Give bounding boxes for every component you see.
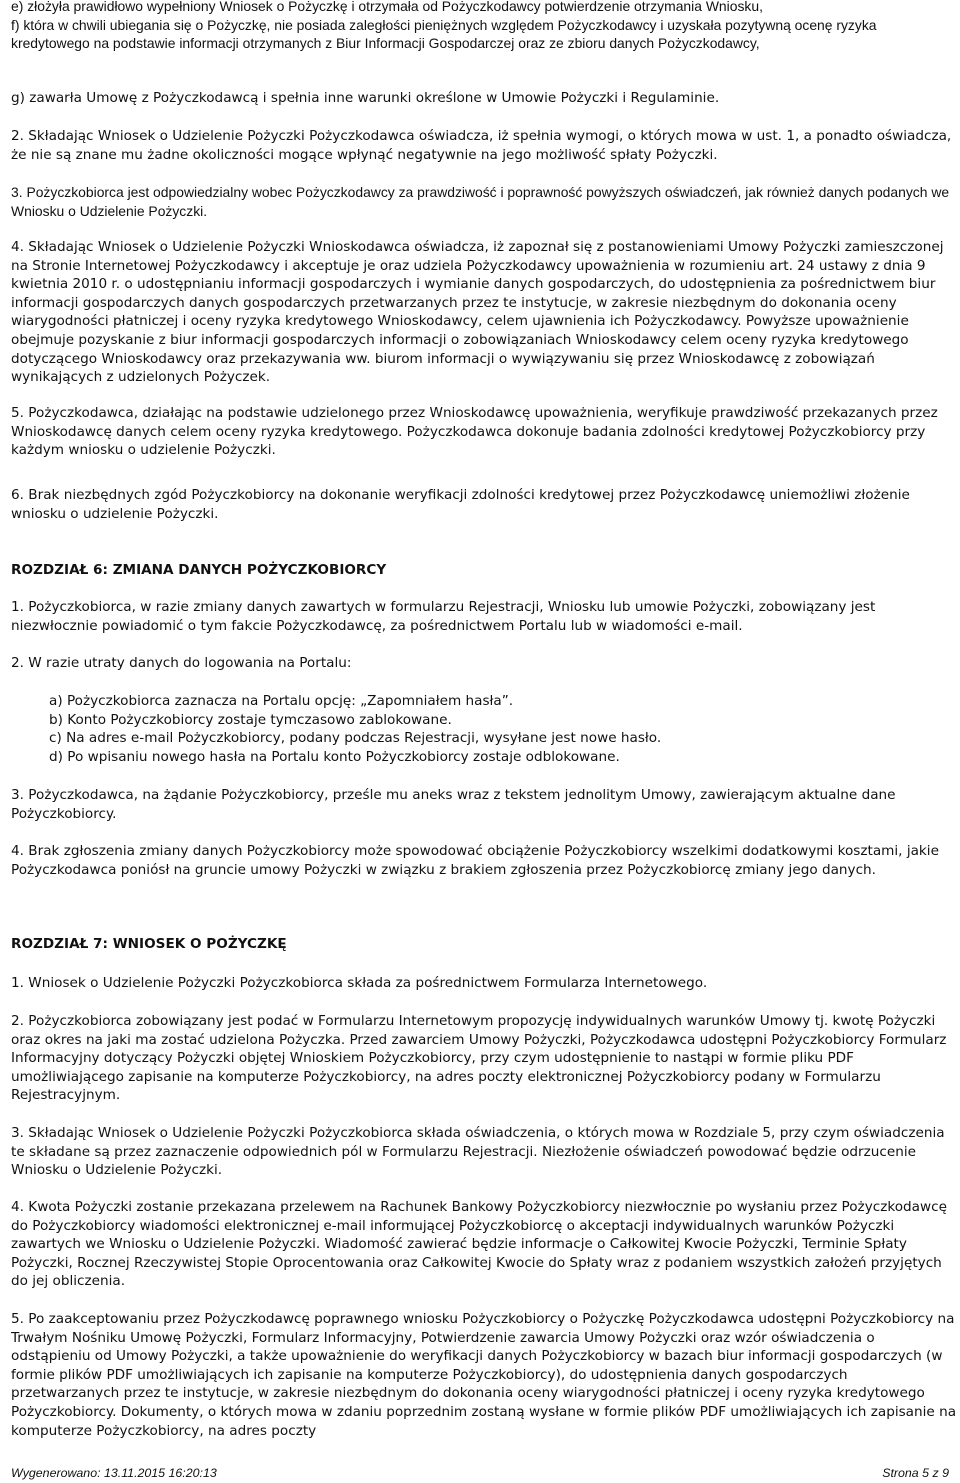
generated-timestamp: Wygenerowano: 13.11.2015 16:20:13 xyxy=(11,1466,217,1480)
intro-item-e: e) złożyła prawidłowo wypełniony Wniosek o Pożyczkę i otrzymała od Pożyczkodawcy potwierdzenie otrzymania Wniosku, xyxy=(11,0,763,14)
chapter-6-heading: ROZDZIAŁ 6: ZMIANA DANYCH POŻYCZKOBIORCY xyxy=(11,562,387,578)
chapter6-paragraph-1 xyxy=(11,598,957,635)
chapter7-paragraph-2 xyxy=(11,1012,957,1105)
paragraph: 3. Składając Wniosek o Udzielenie Pożyczki Pożyczkobiorca składa oświadczenia, o których mowa w Rozdziale 5, przy czym oświadczenia te składane są przez zaznaczenie odpowiednich pól w Formularzu Rejestracji. Niezłożenie oświadczeń powodować będzie odrzucenie Wniosku o Udzielenie Pożyczki. xyxy=(11,1125,945,1179)
section5-paragraph-4 xyxy=(11,238,957,387)
paragraph: 5. Pożyczkodawca, działając na podstawie udzielonego przez Wnioskodawcę upoważnienia, weryfikuje prawdziwość przekazanych przez Wnioskodawcę danych celem oceny ryzyka kredytowego. Pożyczkodawca dokonuje badania zdolności kredytowej Pożyczkobiorcy przy każdym wniosku o udzielenie Pożyczki. xyxy=(11,405,938,459)
chapter6-paragraph-2 xyxy=(11,654,957,673)
chapter-7-heading: ROZDZIAŁ 7: WNIOSEK O POŻYCZKĘ xyxy=(11,936,287,952)
paragraph: 4. Brak zgłoszenia zmiany danych Pożyczkobiorcy może spowodować obciążenie Pożyczkobiorcy wszelkimi dodatkowymi kosztami, jakie Pożyczkodawca poniósł na gruncie umowy Pożyczki w związku z brakiem zgłoszenia przez Pożyczkobiorcę zmiany jego danych. xyxy=(11,843,939,878)
paragraph: 2. Składając Wniosek o Udzielenie Pożyczki Pożyczkodawca oświadcza, iż spełnia wymogi, o których mowa w ust. 1, a ponadto oświadcza, że nie są znane mu żadne okoliczności mogące wpłynąć negatywnie na jego możliwość spłaty Pożyczki. xyxy=(11,128,952,163)
page-number: Strona 5 z 9 xyxy=(882,1466,949,1480)
intro-item-g: g) zawarła Umowę z Pożyczkodawcą i spełnia inne warunki określone w Umowie Pożyczki i Regulaminie. xyxy=(11,90,720,106)
paragraph: 3. Pożyczkobiorca jest odpowiedzialny wobec Pożyczkodawcy za prawdziwość i poprawność powyższych oświadczeń, jak również danych podanych we Wniosku o Udzielenie Pożyczki. xyxy=(11,184,950,219)
paragraph: 2. Pożyczkobiorca zobowiązany jest podać w Formularzu Internetowym propozycję indywidualnych warunków Umowy tj. kwotę Pożyczki oraz okres na jaki ma zostać udzielona Pożyczka. Przed zawarciem Umowy Pożyczki, Pożyczkodawca udostępni Pożyczkobiorcy Formularz Informacyjny dotyczący Pożyczki objętej Wnioskiem Pożyczkobiorcy, przy czym udostępnienie to nastąpi w formie pliku PDF umożliwiającego zapisanie na komputerze Pożyczkobiorcy, na adres poczty elektronicznej Pożyczkobiorcy podany w Formularzu Rejestracyjnym. xyxy=(11,1013,947,1104)
paragraph: 4. Składając Wniosek o Udzielenie Pożyczki Wnioskodawca oświadcza, iż zapoznał się z postanowieniami Umowy Pożyczki zamieszczonej na Stronie Internetowej Pożyczkodawcy i akceptuje je oraz udziela Pożyczkodawcy upoważnienia w rozumieniu art. 24 ustawy z dnia 9 kwietnia 2010 r. o udostępnianiu informacji gospodarczych i wymianie danych gospodarczych, do udostępnienia za pośrednictwem biur informacji gospodarczych danych gospodarczych przetwarzanych przez te instytucje, w zakresie niezbędnym do dokonania oceny wiarygodności płatniczej i oceny ryzyka kredytowego Wnioskodawcy, celem ujawnienia ich Pożyczkodawcy. Powyższe upoważnienie obejmuje pozyskanie z biur informacji gospodarczych informacji o zobowiązaniach Wnioskodawcy celem oceny ryzyka kredytowego dotyczącego Wnioskodawcy oraz przekazywania ww. biurom informacji o wywiązywaniu się przez Wnioskodawcę z zobowiązań wynikających z udzielonych Pożyczek. xyxy=(11,239,944,386)
paragraph: 5. Po zaakceptowaniu przez Pożyczkodawcę poprawnego wniosku Pożyczkobiorcy o Pożyczkę Pożyczkodawca udostępni Pożyczkobiorcy na Trwałym Nośniku Umowę Pożyczki, Formularz Informacyjny, Potwierdzenie zawarcia Umowy Pożyczki oraz wzór oświadczenia o odstąpieniu od Umowy Pożyczki, a także upoważnienie do weryfikacji danych Pożyczkobiorcy w bazach biur informacji gospodarczych (w formie plików PDF umożliwiających ich zapisanie na komputerze Pożyczkobiorcy), do udostępnienia danych gospodarczych przetwarzanych przez te instytucje, w zakresie niezbędnym do dokonania oceny wiarygodności płatniczej i oceny ryzyka kredytowego Pożyczkobiorcy. Dokumenty, o których mowa w zdaniu poprzednim zostaną wysłane w formie plików PDF umożliwiających ich zapisanie na komputerze Pożyczkobiorcy, na adres poczty xyxy=(11,1311,957,1439)
list-item: b) Konto Pożyczkobiorcy zostaje tymczasowo zablokowane. xyxy=(49,711,452,728)
paragraph: 3. Pożyczkodawca, na żądanie Pożyczkobiorcy, prześle mu aneks wraz z tekstem jednolitym Umowy, zawierającym aktualne dane Pożyczkobiorcy. xyxy=(11,787,896,822)
chapter7-paragraph-3 xyxy=(11,1124,957,1180)
intro-item-g-wrap xyxy=(11,89,957,108)
chapter6-list xyxy=(49,692,949,766)
section5-paragraph-5 xyxy=(11,404,957,460)
paragraph: 2. W razie utraty danych do logowania na Portalu: xyxy=(11,655,352,671)
page-footer xyxy=(11,1464,949,1483)
chapter7-paragraph-5 xyxy=(11,1310,957,1440)
intro-list xyxy=(11,0,957,53)
list-item: a) Pożyczkobiorca zaznacza na Portalu opcję: „Zapomniałem hasła”. xyxy=(49,693,514,709)
section5-paragraph-3 xyxy=(11,183,957,220)
paragraph: 6. Brak niezbędnych zgód Pożyczkobiorcy na dokonanie weryfikacji zdolności kredytowej przez Pożyczkodawcę uniemożliwi złożenie wniosku o udzielenie Pożyczki. xyxy=(11,487,910,522)
chapter7-paragraph-1 xyxy=(11,974,957,993)
list-item: c) Na adres e-mail Pożyczkobiorcy, podany podczas Rejestracji, wysyłane jest nowe hasło. xyxy=(49,730,662,747)
list-item: d) Po wpisaniu nowego hasła na Portalu konto Pożyczkobiorcy zostaje odblokowane. xyxy=(49,748,620,765)
paragraph: 1. Pożyczkobiorca, w razie zmiany danych zawartych w formularzu Rejestracji, Wniosku lub umowie Pożyczki, zobowiązany jest niezwłocznie powiadomić o tym fakcie Pożyczkodawcę, za pośrednictwem Portalu lub w wiadomości e-mail. xyxy=(11,599,876,634)
intro-item-f: f) która w chwili ubiegania się o Pożyczkę, nie posiada zaległości pieniężnych względem Pożyczkodawcy i uzyskała pozytywną ocenę ryzyka kredytowego na podstawie informacji otrzymanych z Biur Informacji Gospodarczej oraz ze zbioru danych Pożyczkodawcy, xyxy=(11,16,877,52)
chapter7-paragraph-4 xyxy=(11,1198,957,1291)
chapter6-paragraph-4 xyxy=(11,842,957,879)
section5-paragraph-2 xyxy=(11,127,957,164)
paragraph: 1. Wniosek o Udzielenie Pożyczki Pożyczkobiorca składa za pośrednictwem Formularza Internetowego. xyxy=(11,975,708,991)
section5-paragraph-6 xyxy=(11,486,957,523)
chapter6-paragraph-3 xyxy=(11,786,957,823)
paragraph: 4. Kwota Pożyczki zostanie przekazana przelewem na Rachunek Bankowy Pożyczkobiorcy niezwłocznie po wysłaniu przez Pożyczkodawcę do Pożyczkobiorcy wiadomości elektronicznej e-mail informującej Pożyczkobiorcę o akceptacji indywidualnych warunków Pożyczki zawartych we Wniosku o Udzielenie Pożyczki. Wiadomość zawierać będzie informacje o Całkowitej Kwocie Pożyczki, Terminie Spłaty Pożyczki, Rocznej Rzeczywistej Stopie Oprocentowania oraz Całkowitej Kwocie do Spłaty wraz z podaniem wszystkich założeń przyjętych do jej obliczenia. xyxy=(11,1199,947,1290)
